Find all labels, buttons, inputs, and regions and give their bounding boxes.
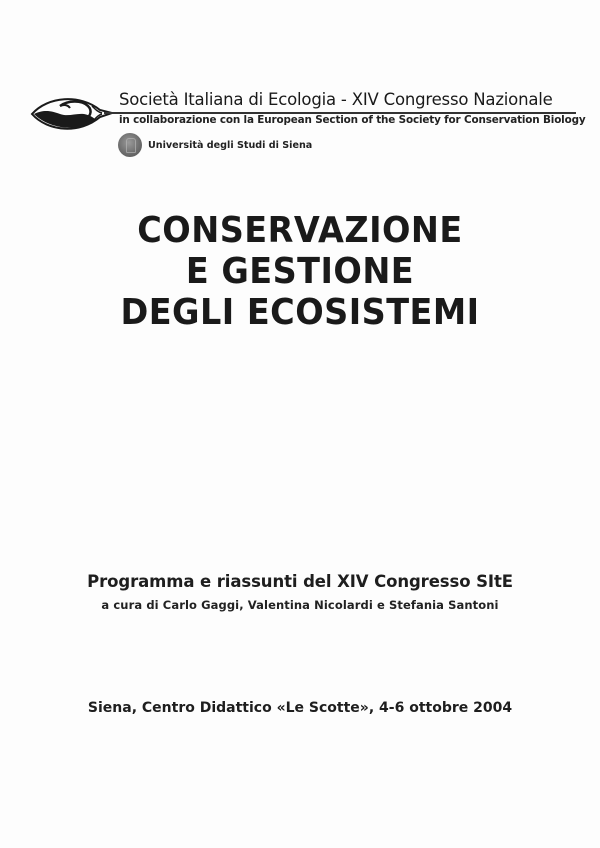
society-title: Società Italiana di Ecologia - XIV Congresso Nazionale <box>119 90 553 109</box>
title-line-1: CONSERVAZIONE <box>137 210 463 251</box>
collaboration-line: in collaborazione con la European Section of the Society for Conservation Biology <box>119 114 586 126</box>
document-title <box>0 210 600 333</box>
university-name: Università degli Studi di Siena <box>148 139 313 151</box>
university-seal-icon <box>118 133 142 157</box>
header <box>28 86 586 166</box>
title-line-3: DEGLI ECOSISTEMI <box>120 292 480 333</box>
ecology-society-logo-icon <box>30 92 114 136</box>
editors-line: a cura di Carlo Gaggi, Valentina Nicolardi e Stefania Santoni <box>101 598 499 612</box>
university-affiliation <box>118 132 312 158</box>
document-subtitle: Programma e riassunti del XIV Congresso SItE <box>87 572 513 591</box>
title-line-2: E GESTIONE <box>185 251 415 292</box>
venue-and-date: Siena, Centro Didattico «Le Scotte», 4-6 ottobre 2004 <box>87 700 513 716</box>
